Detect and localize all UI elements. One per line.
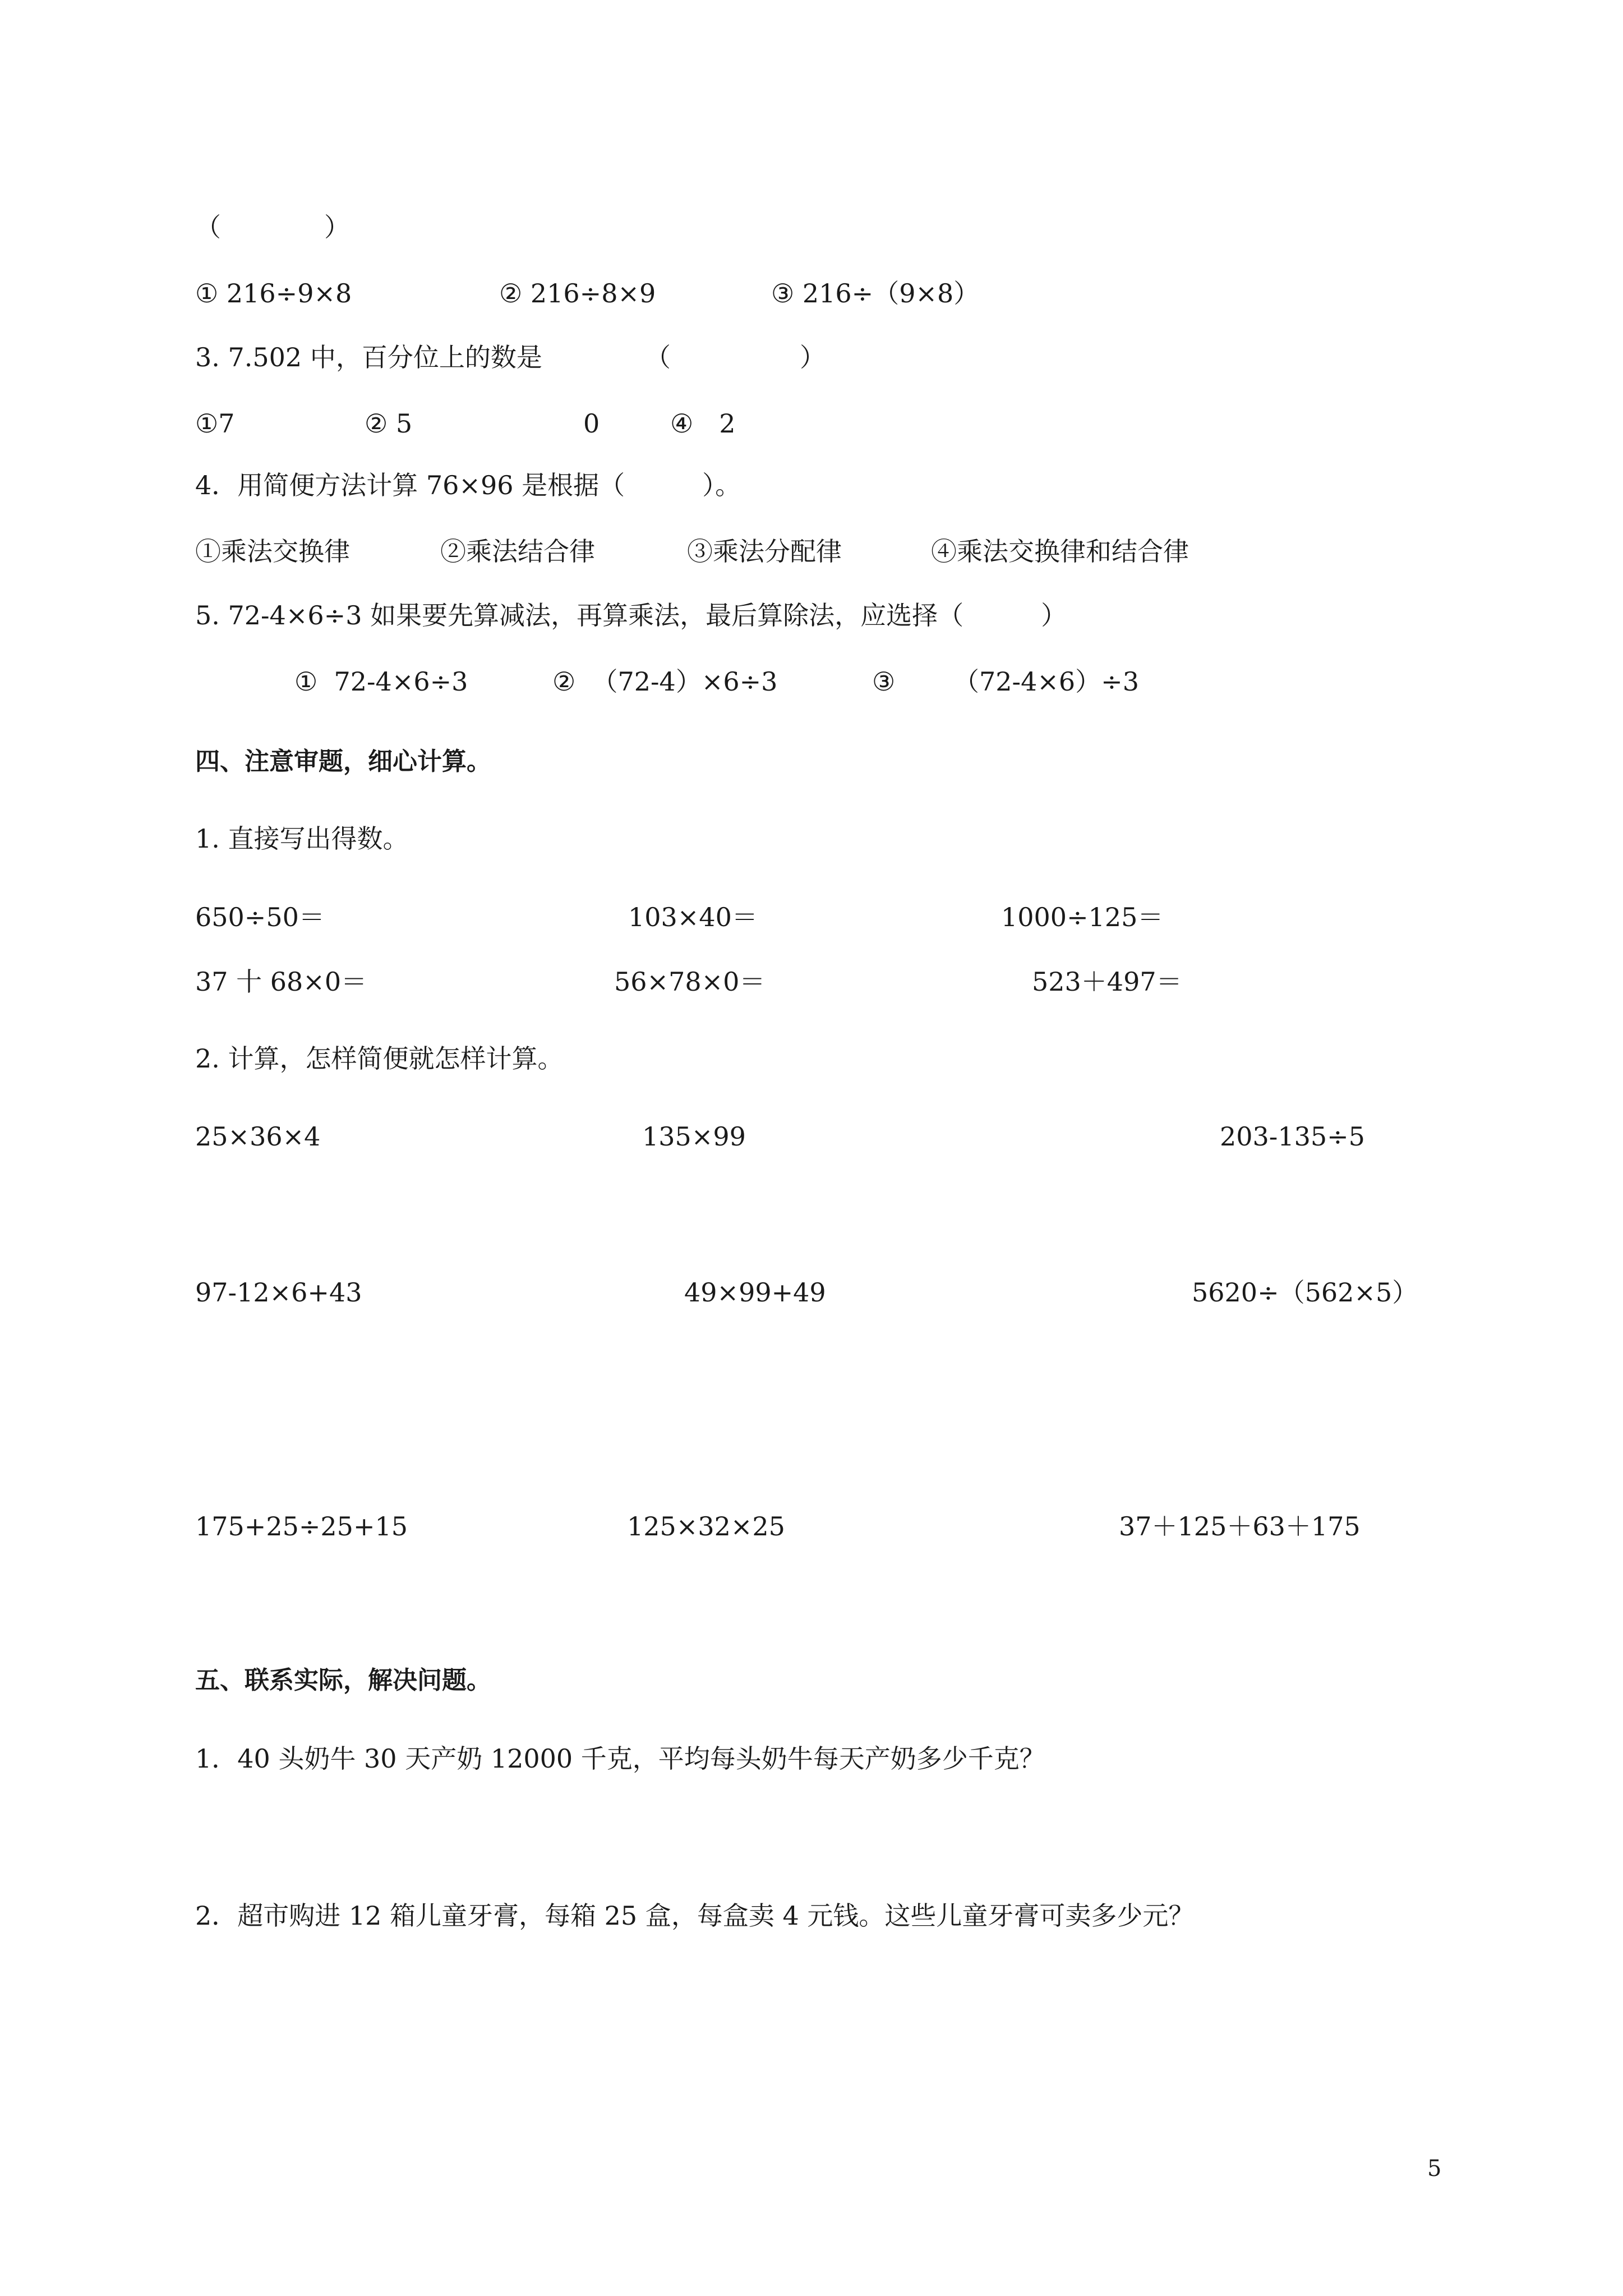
calc-item: 25×36×4	[195, 1121, 321, 1152]
direct-calc-item: 650÷50＝	[195, 902, 325, 932]
section-4-sub-1: 1. 直接写出得数。	[195, 823, 409, 854]
section-4-sub-2: 2. 计算，怎样简便就怎样计算。	[195, 1043, 564, 1074]
answer-bracket: （ ）	[195, 212, 350, 242]
option-2: ② 5	[365, 408, 413, 439]
option-1: ①7	[195, 408, 235, 439]
option-4: ④乘法交换律和结合律	[931, 536, 1189, 567]
calc-item: 37＋125＋63＋175	[1119, 1511, 1361, 1542]
calc-item: 125×32×25	[627, 1511, 785, 1542]
calc-item: 97-12×6+43	[195, 1277, 362, 1308]
section-4-title: 四、注意审题，细心计算。	[195, 747, 491, 776]
calc-item: 49×99+49	[684, 1277, 826, 1308]
direct-calc-item: 523＋497＝	[1032, 967, 1182, 997]
direct-calc-item: 1000÷125＝	[1001, 902, 1164, 932]
question-3-3-stem: 3. 7.502 中，百分位上的数是	[195, 342, 542, 372]
option-2: ② 216÷8×9	[499, 278, 656, 309]
option-2: ② （72-4）×6÷3	[552, 666, 778, 697]
calc-item: 135×99	[642, 1121, 746, 1152]
option-3: ③	[872, 666, 896, 697]
direct-calc-item: 56×78×0＝	[614, 967, 766, 997]
option-3: 0	[583, 408, 600, 439]
calc-item: 203-135÷5	[1220, 1121, 1365, 1152]
section-5-title: 五、联系实际，解决问题。	[195, 1666, 491, 1695]
option-4: ④ 2	[670, 408, 736, 439]
option-3: ③乘法分配律	[687, 536, 842, 567]
page-number: 5	[1427, 2156, 1442, 2182]
word-problem-2: 2．超市购进 12 箱儿童牙膏，每箱 25 盒，每盒卖 4 元钱。这些儿童牙膏可卖多少元？	[195, 1901, 1195, 1931]
option-3: ③ 216÷（9×8）	[771, 278, 980, 309]
direct-calc-item: 103×40＝	[628, 902, 758, 932]
calc-item: 5620÷（562×5）	[1192, 1277, 1418, 1308]
calc-item: 175+25÷25+15	[195, 1511, 408, 1542]
question-3-4-stem: 4．用简便方法计算 76×96 是根据（ ）。	[195, 470, 741, 500]
option-2: ②乘法结合律	[440, 536, 595, 567]
option-1: ① 216÷9×8	[195, 278, 352, 309]
option-1: ①乘法交换律	[195, 536, 350, 567]
option-1: ① 72-4×6÷3	[294, 666, 468, 697]
word-problem-1: 1．40 头奶牛 30 天产奶 12000 千克，平均每头奶牛每天产奶多少千克？	[195, 1743, 1045, 1774]
option-3-expression: （72-4×6）÷3	[953, 666, 1139, 697]
direct-calc-item: 37 十 68×0＝	[195, 967, 367, 997]
question-3-5-stem: 5. 72-4×6÷3 如果要先算减法，再算乘法，最后算除法，应选择（ ）	[195, 600, 1067, 631]
answer-bracket: （ ）	[645, 342, 826, 372]
